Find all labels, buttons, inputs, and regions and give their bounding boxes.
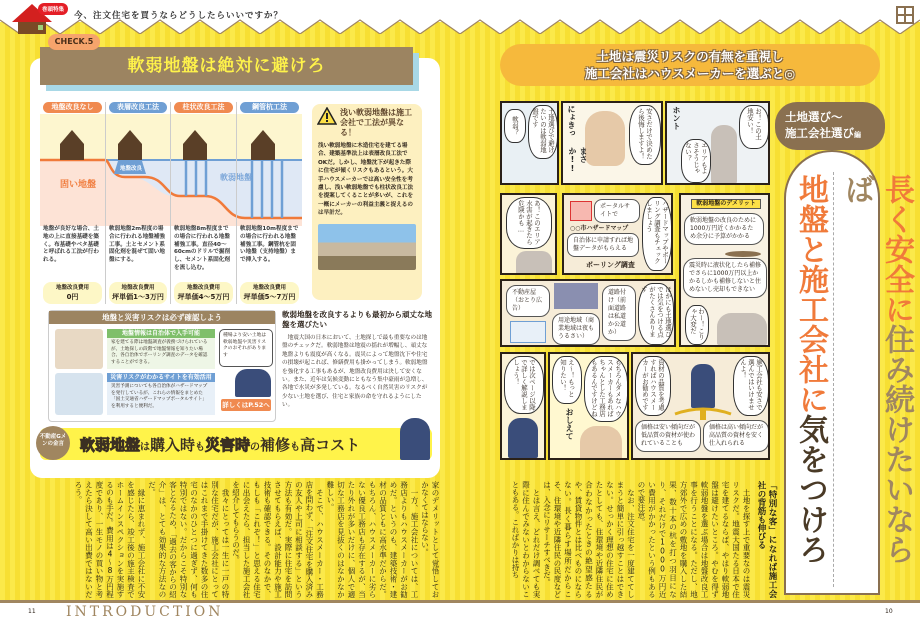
listing-flyer-image <box>510 321 546 343</box>
risk-item-title: 地盤情報は自治体で入手可能 <box>107 329 215 338</box>
speech-bubble: 価格は安い傾向だが低品質の資材が使われていることも <box>635 420 701 452</box>
risk-item <box>107 373 215 415</box>
boring-survey-label: ボーリング調査 <box>586 261 635 269</box>
gmen-character <box>400 418 430 460</box>
method-name: 鋼管杭工法 <box>240 102 299 113</box>
speech-bubble: 軟弱？ <box>504 109 526 143</box>
title-panel <box>784 150 914 595</box>
left-article <box>282 310 432 425</box>
speech-bubble: ほかにも土地選びでは気をつける点がたくさんあります <box>638 283 674 345</box>
gmen-face <box>585 111 625 166</box>
left-article-heading: 軟弱地盤を改良するよりも最初から頑丈な地盤を選びたい <box>282 310 432 329</box>
series-line: 土地選び〜 <box>785 110 843 124</box>
hazard-map-image <box>570 201 592 221</box>
speech-bubble: ポータルサイトで <box>594 199 640 223</box>
body-paragraph: 土地を探す上で重要なのは震災リスクだ。地震大国たる日本で住宅を建てるならば、やはり軟弱地盤は避けたいところ。やむを得ず軟弱地盤を選ぶ場合は地盤改良工事を行うことになる。ただし、地方郊外で広めの敷地を購入した結果、数十本の杭を打つ羽目になり、それだけで1000万円近い費用がかかったという例もあるので要注意。 <box>637 481 751 598</box>
quote-part: 災害時 <box>205 436 251 454</box>
hazard-map-image <box>55 373 103 415</box>
speech-bubble: 軟弱地盤の改良のために1000万円近くかかるため余分に予算がかかる <box>684 213 764 245</box>
comic-panel <box>500 193 557 275</box>
ground-sample-image <box>55 329 103 369</box>
banner-line: 土地は震災リスクの有無を重視し <box>596 49 784 64</box>
scale-illustration <box>673 404 733 420</box>
speech-bubble: 種場より安い土地は軟弱地盤や災害リスクのおそれがあります <box>219 329 273 367</box>
comic-panel <box>562 193 673 275</box>
quote-part: の <box>250 442 261 453</box>
risk-box-title: 地盤と災害リスクは必ず確認しよう <box>49 311 275 324</box>
gmen-character <box>508 418 538 458</box>
speech-bubble: 道路付け（前面道路は私道か公道か） <box>602 285 636 341</box>
body-paragraph: 一方、施工会社については、工務店よりもハウスメーカーがお勧めだ。というのも、建築技術・建材の品質ともに高水準だからだ。もちろん、ハウスメーカーに劣らない優良工務店も存在するが、当たり外れが多いだけに、個人で適切な工務店を見抜くのはなかなか難しい。 <box>326 481 419 598</box>
title-column-1 <box>836 174 916 593</box>
cost-value: 0円 <box>66 293 79 301</box>
title-part: 気をつけろ <box>793 414 828 564</box>
body-paragraph: 我々にとっては一生に一戸の特別な住宅だが、施工会社にとってはこれまで手掛けてきた数多の住宅のなかのひとつに過ぎず、何も特別ではない。だからこそ特別な客となるため、「過去の客からの紹介」は、とても効果的な方法なのだ。 <box>147 481 230 598</box>
series-line: 施工会社選び <box>785 126 854 140</box>
excavator-illustration <box>725 251 761 257</box>
demerit-title: 軟弱地盤のデメリット <box>691 199 761 209</box>
title-column-2 <box>790 174 830 564</box>
comic-panel <box>500 352 546 460</box>
couple-illustration <box>580 426 622 460</box>
risk-item-body: 家を建てる際は地盤調査が義務づけられているが、土地探しの段階で地盤情報を知りたい場合、各自治体でボーリング調査のデータを確認することができる。 <box>111 340 208 365</box>
method-steel-pile <box>236 102 302 304</box>
page-ref-link[interactable]: 詳しくはP.52へ <box>222 401 270 409</box>
method-surface <box>105 102 170 304</box>
risk-item <box>107 329 215 369</box>
improved-ground-label: 地盤改良 <box>120 166 143 172</box>
banner-line: 施工会社はハウスメーカーを選ぶと◎ <box>584 66 796 81</box>
speech-bubble: もちろんダメなハウスメーカーもあればちゃんとした工務店もあるんですけどね <box>584 356 628 422</box>
couple-illustration <box>516 251 552 275</box>
speech-bubble: エリアもよさそうじゃない？ <box>681 139 711 183</box>
cost-value: 坪単価4〜5万円 <box>177 293 230 301</box>
footer-rule <box>0 600 920 603</box>
series-tag <box>775 102 885 150</box>
cost-label: 地盤改良費用 <box>121 285 155 291</box>
method-columns <box>40 102 302 304</box>
title-part: 住み続けたいならば <box>839 174 914 564</box>
couple-illustration <box>717 313 767 345</box>
comic-panel <box>500 279 676 347</box>
title-bar <box>40 47 413 85</box>
risk-item-title: 災害リスクがわかるサイトを有効活用 <box>107 373 215 382</box>
check-label: CHECK.5 <box>48 34 100 50</box>
comic-panel <box>500 101 559 185</box>
page-number-left: 11 <box>28 608 36 615</box>
speech-bubble: お！この土地安い！ <box>739 105 769 149</box>
check5-title: 軟弱地盤は絶対に避けろ <box>127 56 326 76</box>
sound-effect: おしえて <box>565 408 574 440</box>
method-desc: 軟弱地盤2m程度の場合に行われる地盤補強工事。土とセメント系固化剤を混ぜて固い地盤にする。 <box>109 226 165 264</box>
feature-badge: 巻頭特集 <box>38 3 68 15</box>
method-cost <box>109 282 167 304</box>
speech-bubble: 安さだけで決めたら後悔しますよ！ <box>629 105 661 165</box>
comic-panel <box>631 352 770 460</box>
gmen-badge: 不動産Gメンの金言 <box>36 426 70 460</box>
warning-body: 浅い軟弱地盤に木造住宅を建てる場合、建築基準法上は表層改良工法でOKだ。しかし、地盤沈下が起きた際に住宅が傾くリスクもあるという。大手ハウスメーカーでは高い安全性を考慮し、浅い軟弱地盤でも柱状改良工法を提案してくることが多いが、これを一概にメーカーの利益主義と捉えるのは早計だ。 <box>318 143 414 217</box>
method-desc: 地盤が良好な場合、土地の上に直接基礎を築く。布基礎やベタ基礎と呼ばれる工法が行われる。 <box>43 226 99 264</box>
quote-part: 購入時 <box>150 436 196 454</box>
series-suffix: 編 <box>854 131 861 139</box>
quote-part: 高コスト <box>300 436 361 454</box>
method-name: 柱状改良工法 <box>174 102 233 113</box>
body-paragraph: なお、注文住宅を一度建ててしまうと簡単に引っ越すことはできない。せっかく理想の住宅に住めたとしても、住環境や近隣住民が合わなかったときの絶望感たるや、賃貸物件とは比べものにならない。長く暮らす場所だからこそ、住環境や近隣住民の民度などは、入念にリサーチすべきだ。 <box>542 481 636 598</box>
quote-part: 軟弱地盤 <box>80 436 141 454</box>
risk-item-body: 災害予測についても各自治体がハザードマップを発行しているが、これらの情報をまとめた「国土交通省ハザードマップポータルサイト」を利用すると便利だ。 <box>111 384 208 409</box>
right-article-heading: 「特別な客」になれば施工会社の背筋も伸びる <box>756 481 777 598</box>
warning-icon <box>317 107 337 125</box>
method-name: 表層改良工法 <box>109 102 167 113</box>
title-part: 長く安全に <box>879 174 914 324</box>
sound-effect: まさか!! <box>568 147 588 173</box>
method-none <box>40 102 105 304</box>
speech-bubble: え〜！もっと知りたい！ <box>552 356 582 404</box>
comic-panel <box>548 352 629 460</box>
speech-bubble: あ！このエリア水害が起きたら危険かも… <box>506 197 552 249</box>
speech-bubble: わー！こりゃ大変だ <box>685 305 709 345</box>
couple-illustration <box>711 125 737 185</box>
sound-effect: ホント <box>672 106 681 130</box>
speech-bubble: 不動産屋（おとり広告） <box>506 285 550 317</box>
method-column <box>170 102 236 304</box>
speech-bubble: 資材の品質を考慮すればハウスメーカーがお勧めです <box>635 356 671 416</box>
sound-effect: にょきっ <box>567 105 576 137</box>
speech-bubble: 自治体に申請すれば地盤データがもらえる <box>567 233 639 257</box>
window-icon <box>896 6 914 24</box>
gmen-quote-banner <box>40 428 432 460</box>
quote-part: 補修 <box>260 436 291 454</box>
gmen-character <box>691 364 715 408</box>
speech-bubble: 施工会社も安さで選んではいけませんよ！ <box>733 356 769 416</box>
left-article-body: 地震大国の日本において、土地探しで最も重要なのは地盤のチェックだ。軟弱地盤は地震の揺れが増幅し、頑丈な地盤よりも震度が高くなる。震災によって地盤沈下や住宅の損壊が起これば、修繕費用も掛かってしまう。軟弱地盤を強化する工事もあるが、地盤改良費用は決して安くない。また、近年は気候変動にともなう集中豪雨が急増し、各地で水災が多発している。なるべく自然災害のリスクが少ない土地を選び、住宅と家族の命を守れるようにしたい。 <box>282 335 428 409</box>
warning-box <box>312 104 422 300</box>
method-cost <box>43 282 102 304</box>
speech-bubble: 土地選びで避けたいのは軟弱地盤です <box>528 105 558 159</box>
quote-part: も <box>290 442 301 453</box>
soft-ground-label: 軟弱地盤 <box>220 173 252 182</box>
speech-bubble: では次ページ以降で詳しく解説しましょう！ <box>504 356 544 414</box>
speech-bubble: 用途地域（商業地域は夜もうるさい） <box>552 313 600 345</box>
title-divider <box>833 172 834 587</box>
cost-label: 地盤改良費用 <box>186 285 220 291</box>
hard-ground-label: 固い地盤 <box>60 180 97 190</box>
method-name: 地盤改良なし <box>43 102 102 113</box>
quote-part: は <box>140 442 151 453</box>
header-question: 今、注文住宅を買うならどうしたらいいですか？ <box>74 11 284 21</box>
comic-panel <box>679 193 770 347</box>
right-banner <box>500 44 880 86</box>
body-paragraph: 家のデメリットとして覚悟しておかなくてはならない。 <box>420 481 440 598</box>
speech-bubble: 震災時に液状化したら補修でさらに1000万円以上かかるしかも補修しないと住めないし売却もできない <box>683 258 767 298</box>
cost-value: 坪単価1〜3万円 <box>112 293 164 301</box>
risk-box <box>48 310 276 422</box>
body-paragraph: そこで、ハウスメーカー・工務店を問わず、「注文住宅を購入済みの友人や上司に相談する」という方法も有効だ。実際に住宅を訪問させてもらえば、設計能力や施工技術も確認できる。そのなかで、もしも「これぞ！」と思える住宅に出会えたら、担当した施工会社を紹介してもらうのだ。 <box>231 481 325 598</box>
gmen-character <box>235 369 271 397</box>
comic-panel <box>561 101 663 185</box>
method-desc: 軟弱地盤8m程度までの場合に行われる地盤補強工事。直径40〜60cmのドリルで掘削し、セメント系固化剤を流し込む。 <box>174 226 231 271</box>
quote-part: も <box>195 442 206 453</box>
right-body-text <box>489 481 777 598</box>
cost-label: 地盤改良費用 <box>252 285 286 291</box>
method-desc: 軟弱地盤10m程度までの場合に行われる地盤補強工事。鋼管杭を固い地盤（支持地盤）まで挿入する。 <box>240 226 299 264</box>
city-illustration <box>554 283 598 309</box>
section-label: INTRODUCTION <box>66 604 224 620</box>
body-paragraph: 縁に恵まれず、施工会社に不安を感じたら、竣工後の施主検査でホームインスペクションを実施するのも手だ。費用は4〜8万円程度であり、一生モノの買い物と考えたら決して高い出費ではないだろう。 <box>74 481 146 598</box>
comic-panel <box>665 101 770 185</box>
method-cost <box>174 282 233 304</box>
hazard-map-label: ○○市ハザードマップ <box>570 225 629 232</box>
cost-value: 坪単価5〜7万円 <box>243 293 296 301</box>
gmen-quote <box>80 434 360 455</box>
construction-photo <box>318 224 416 270</box>
method-cost <box>240 282 299 304</box>
title-part: 地盤と施工会社に <box>793 174 828 414</box>
speech-bubble: ハザードマップやボーリング調査もチェックしましょう <box>642 197 672 271</box>
page-number-right: 10 <box>885 608 893 615</box>
warning-title: 浅い軟弱地盤は施工会社で工法が異なる！ <box>340 108 412 137</box>
left-body-text <box>50 481 440 598</box>
cost-label: 地盤改良費用 <box>55 285 89 291</box>
speech-bubble: 価格は高い傾向だが高品質の資材を安く仕入れられる <box>703 420 769 452</box>
body-paragraph: とは言え、どれだけ調べても実際に住んでみないとわからないこともある。こればかりは持ち <box>511 481 541 598</box>
